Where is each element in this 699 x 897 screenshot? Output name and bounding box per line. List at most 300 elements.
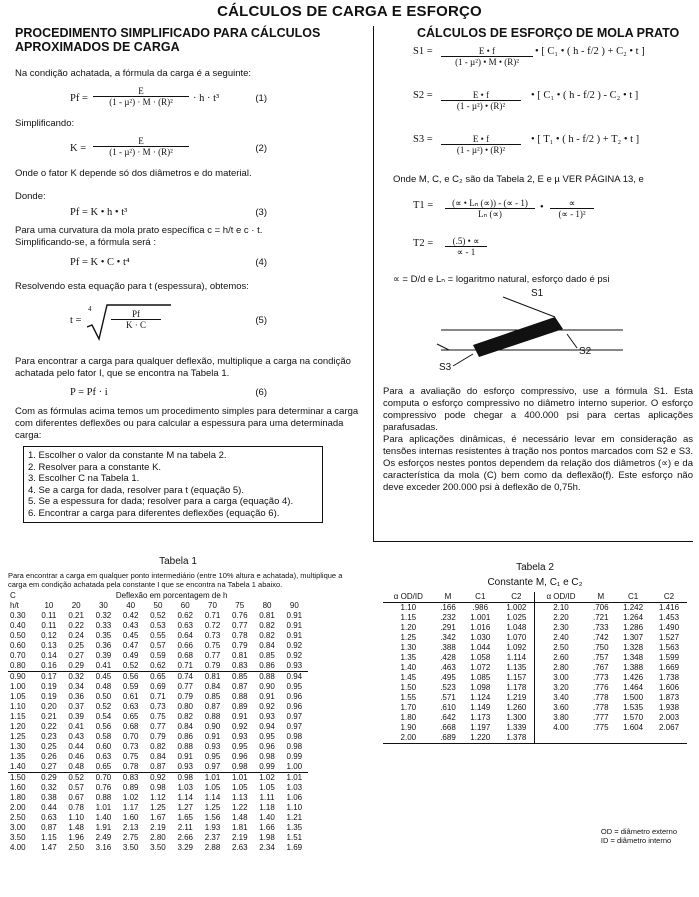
table-cell: 1.604: [623, 723, 644, 732]
table-cell: .668: [440, 723, 456, 732]
table-cell: 0.74: [172, 672, 199, 683]
table-cell: 1.348: [623, 653, 644, 662]
table-cell: 0.93: [259, 712, 275, 721]
table-cell: 1.14: [177, 793, 194, 802]
table-row: [8, 823, 308, 833]
table-cell: 0.27: [68, 651, 84, 660]
table1-title: Tabela 1: [159, 556, 197, 567]
table-cell: 0.33: [95, 621, 112, 630]
table-cell: 1.48: [231, 813, 248, 822]
table2-subtitle: Constante M, C₁ e C₂: [487, 577, 583, 588]
table-cell: 0.67: [68, 793, 84, 802]
table-row: [8, 621, 308, 631]
table-cell: 1.05: [204, 783, 221, 792]
table-cell: 0.78: [122, 762, 139, 771]
table-cell: 0.13: [41, 641, 57, 650]
table-cell: 1.12: [150, 793, 166, 802]
table-cell: 2.00: [10, 803, 26, 812]
table-cell: .767: [593, 663, 609, 672]
table-cell: 1.01: [226, 773, 253, 784]
table-cell: 0.92: [259, 702, 275, 711]
table-cell: 2.88: [204, 843, 221, 852]
table-cell: 0.93: [231, 732, 248, 741]
table-cell: 1.938: [659, 703, 680, 712]
table-cell: 1.15: [41, 833, 57, 842]
left-column: [15, 26, 365, 523]
table-cell: 1.738: [659, 673, 680, 682]
table-cell: 0.84: [204, 682, 221, 691]
fraction-numerator: E • f: [441, 90, 521, 101]
equation-2: [15, 134, 365, 164]
eq-lhs: S1 =: [413, 46, 433, 57]
table-cell: 0.95: [259, 732, 275, 741]
table-row: [8, 672, 308, 683]
table-cell: 2.10: [553, 603, 569, 612]
fraction-denominator: (1 - µ²) • M • (R)²: [455, 57, 519, 67]
table-cell: .778: [593, 693, 609, 702]
table-cell: 0.86: [177, 732, 194, 741]
table-cell: 0.84: [150, 752, 166, 761]
table-cell: 1.80: [400, 713, 417, 722]
equation-4: [15, 249, 365, 275]
table2-col-header: α OD/ID: [535, 592, 586, 603]
table-cell: 0.17: [35, 672, 62, 683]
eq-lhs: Pf =: [70, 93, 88, 104]
table-cell: .733: [593, 623, 609, 632]
table-cell: 2.13: [122, 823, 139, 832]
table-cell: 1.10: [68, 813, 84, 822]
table-cell: 0.58: [95, 732, 112, 741]
table-cell: 1.535: [623, 703, 644, 712]
table-cell: 1.67: [150, 813, 166, 822]
table-row: [8, 793, 308, 803]
table-cell: 0.41: [95, 661, 112, 670]
table-cell: 1.80: [10, 793, 26, 802]
table-cell: 1.50: [8, 773, 35, 784]
table-cell: 2.50: [553, 643, 569, 652]
table-cell: 3.40: [553, 693, 569, 702]
table-cell: 0.69: [150, 682, 166, 691]
table-cell: [651, 733, 687, 744]
table-cell: [586, 733, 615, 744]
table-cell: 0.65: [122, 712, 139, 721]
eq-lhs: T1 =: [413, 200, 434, 211]
table-cell: 0.98: [286, 732, 303, 741]
table-cell: 1.06: [286, 793, 303, 802]
table-cell: 0.25: [41, 742, 57, 751]
table-cell: 1.286: [623, 623, 644, 632]
table2-section: [383, 562, 687, 744]
table-cell: .523: [440, 683, 456, 692]
table-cell: .777: [593, 713, 609, 722]
table-cell: 0.75: [122, 752, 139, 761]
fraction-denominator: K · C: [126, 320, 146, 330]
table-cell: 1.11: [259, 793, 275, 802]
equation-5: [15, 297, 365, 347]
table-cell: 0.92: [286, 651, 303, 660]
table-cell: 1.300: [498, 713, 535, 723]
table-cell: 0.83: [117, 773, 144, 784]
label-s2: S2: [579, 346, 592, 357]
table-cell: 1.264: [623, 613, 644, 622]
table-cell: 0.76: [95, 783, 112, 792]
eq-tail: • [ C₁ • ( h - f/2 ) + C₂ • t ]: [535, 46, 645, 57]
table-cell: 1.072: [470, 663, 491, 672]
table-cell: .689: [434, 733, 463, 744]
table-cell: 0.71: [150, 692, 166, 701]
table-row: [383, 613, 687, 623]
table-cell: .610: [440, 703, 456, 712]
table-cell: 1.03: [286, 783, 303, 792]
fraction-numerator: E: [93, 86, 189, 97]
fraction-numerator: E: [93, 136, 189, 147]
table-cell: 0.91: [286, 631, 303, 640]
table-cell: 0.81: [231, 651, 248, 660]
table-cell: 1.220: [462, 733, 498, 744]
table-cell: .428: [440, 653, 456, 662]
table-cell: 1.149: [470, 703, 491, 712]
table-cell: 0.81: [199, 672, 226, 683]
table-cell: 0.42: [122, 611, 139, 620]
table-cell: 0.53: [150, 621, 166, 630]
table-cell: 0.91: [286, 621, 303, 630]
table-cell: [615, 733, 651, 744]
table-cell: 1.15: [10, 712, 26, 721]
table1-col-header: 40: [126, 601, 136, 610]
table2-col-header: C2: [498, 592, 535, 603]
table-cell: 3.00: [10, 823, 26, 832]
table2-col-header: C1: [462, 592, 498, 603]
table-cell: 0.48: [95, 682, 112, 691]
table1-col-header: 60: [180, 601, 190, 610]
table-cell: 0.90: [259, 682, 275, 691]
table-row: [383, 683, 687, 693]
table-row: [8, 742, 308, 752]
table1-c-label: C: [10, 591, 16, 600]
table-cell: 3.80: [553, 713, 569, 722]
table-cell: 0.14: [41, 651, 57, 660]
table-cell: 2.30: [553, 623, 569, 632]
table-cell: 0.56: [117, 672, 144, 683]
right-heading: CÁLCULOS DE ESFORÇO DE MOLA PRATO: [417, 26, 680, 40]
table-cell: 1.20: [10, 722, 26, 731]
table1-ht-label: h/t: [10, 601, 19, 610]
table-cell: 1.01: [199, 773, 226, 784]
eq-lhs: S3 =: [413, 134, 433, 145]
table-cell: .642: [440, 713, 456, 722]
table-cell: 0.92: [286, 641, 303, 650]
table-cell: 1.02: [253, 773, 280, 784]
table-cell: 1.048: [498, 623, 535, 633]
table-cell: 0.23: [41, 732, 57, 741]
table-cell: 0.80: [10, 661, 26, 670]
table-cell: 1.48: [68, 823, 84, 832]
table-cell: 0.39: [68, 712, 84, 721]
paragraph: Para encontrar a carga para qualquer deflexão, multiplique a carga na condição achatada pelo fator I, que se encontra na Tabela 1.: [15, 356, 351, 379]
table-cell: 0.91: [177, 752, 194, 761]
paragraph: Para uma curvatura da mola prato específica c = h/t e c · t.: [15, 225, 263, 236]
table-cell: 1.307: [623, 633, 644, 642]
table-cell: 1.40: [400, 663, 417, 672]
table-cell: 1.03: [177, 783, 194, 792]
table-cell: 1.05: [231, 783, 248, 792]
table-row: [383, 693, 687, 703]
table-cell: 0.19: [41, 682, 57, 691]
table-cell: 1.01: [281, 773, 308, 784]
table-cell: .291: [440, 623, 456, 632]
table-cell: 0.77: [150, 722, 166, 731]
table-row: [8, 813, 308, 823]
table-cell: 0.54: [95, 712, 112, 721]
table-cell: 0.95: [204, 752, 221, 761]
table-cell: 0.19: [41, 692, 57, 701]
table-cell: 1.40: [259, 813, 275, 822]
table-cell: 0.37: [68, 702, 84, 711]
table-cell: 0.63: [177, 621, 194, 630]
table-row: [383, 673, 687, 683]
table-cell: 0.92: [144, 773, 171, 784]
eq-fraction: [445, 198, 535, 219]
table-cell: 0.48: [68, 762, 84, 771]
table-row: [383, 603, 687, 614]
table-cell: 1.35: [400, 653, 417, 662]
table-cell: 0.73: [122, 742, 139, 751]
table-cell: 1.001: [470, 613, 491, 622]
paragraph: Para aplicações dinâmicas, é necessário levar em consideração as tensões internas resistentes à tração nos pontos marcados com S2 e S3. Os esforços nestes pontos dependem da relação dos diâmetros (∝) e da característica da mola (C) bem como da deflexão(f). Este esforço não deve exceder 200.000 psi à deflexão de 0,75h.: [383, 434, 693, 493]
steps-box: [23, 446, 323, 523]
table-cell: 0.16: [41, 661, 57, 670]
table-cell: 0.77: [204, 651, 221, 660]
table-cell: 0.45: [122, 631, 139, 640]
table-cell: 1.25: [150, 803, 166, 812]
fraction-numerator: E • f: [441, 46, 533, 57]
table-row: [383, 713, 687, 723]
table-cell: 0.30: [10, 611, 26, 620]
table-cell: 0.77: [177, 682, 194, 691]
table-cell: 0.85: [204, 692, 221, 701]
table-cell: 0.87: [204, 702, 221, 711]
table-row: [383, 643, 687, 653]
table2-col-header: C1: [615, 592, 651, 603]
table-cell: 0.82: [259, 621, 275, 630]
table-cell: 0.41: [68, 722, 84, 731]
fraction-numerator: (.5) • ∝: [445, 236, 487, 247]
table2-col-header: C2: [651, 592, 687, 603]
table-row: [8, 611, 308, 621]
label-s1: S1: [531, 288, 544, 299]
table-cell: 2.63: [231, 843, 248, 852]
table-cell: 2.66: [177, 833, 194, 842]
table1-col-header: 30: [98, 601, 108, 610]
equation-s2: [383, 88, 693, 120]
table-cell: 1.058: [470, 653, 491, 662]
table-cell: 2.067: [659, 723, 680, 732]
table-cell: 0.70: [10, 651, 26, 660]
table-cell: 0.32: [63, 672, 90, 683]
table-row: [8, 722, 308, 732]
table-cell: 0.50: [10, 631, 26, 640]
table-cell: 1.60: [122, 813, 139, 822]
table-cell: 1.135: [498, 663, 535, 673]
table-cell: 2.19: [150, 823, 166, 832]
table-cell: 0.90: [8, 672, 35, 683]
equation-s3: [383, 132, 693, 164]
table-cell: 0.96: [231, 752, 248, 761]
table-cell: 1.81: [231, 823, 248, 832]
table-cell: 1.14: [204, 793, 221, 802]
table-cell: 1.002: [498, 603, 535, 614]
table-cell: 1.10: [286, 803, 303, 812]
label-s3: S3: [439, 362, 452, 373]
table-cell: 0.91: [204, 732, 221, 741]
table-row: [8, 651, 308, 661]
table-cell: 1.464: [623, 683, 644, 692]
table-row: [383, 633, 687, 643]
table-row: [383, 653, 687, 663]
eq-number: (6): [255, 387, 267, 398]
eq-fraction: [441, 90, 521, 111]
table-cell: 3.50: [10, 833, 26, 842]
table-row: [8, 702, 308, 712]
table-row: [8, 712, 308, 722]
fraction-numerator: (∝ • Lₙ (∝)) - (∝ - 1): [445, 198, 535, 209]
table-cell: 0.11: [41, 611, 57, 620]
left-heading: PROCEDIMENTO SIMPLIFICADO PARA CÁLCULOS APROXIMADOS DE CARGA: [15, 26, 321, 54]
fraction-denominator: (1 - µ²) · M · (R)²: [109, 147, 173, 157]
table-cell: 1.260: [498, 703, 535, 713]
table1-col-header: 90: [289, 601, 299, 610]
table-cell: 1.563: [659, 643, 680, 652]
table-row: [8, 682, 308, 692]
table-cell: 1.378: [498, 733, 535, 744]
table-cell: 0.99: [286, 752, 303, 761]
step-item: 5. Se a espessura for dada; resolver para a carga (equação 4).: [28, 496, 294, 507]
table-cell: 0.61: [122, 692, 139, 701]
table-cell: .742: [593, 633, 609, 642]
table-cell: 0.94: [281, 672, 308, 683]
table-cell: 0.56: [95, 722, 112, 731]
table-cell: 0.55: [150, 631, 166, 640]
table-cell: 0.44: [68, 742, 84, 751]
table-cell: .232: [440, 613, 456, 622]
table-cell: 0.62: [177, 611, 194, 620]
table-row: [383, 663, 687, 673]
table-cell: 0.65: [95, 762, 112, 771]
table-cell: .750: [593, 643, 609, 652]
table-cell: 0.87: [41, 823, 57, 832]
table-row: [8, 641, 308, 651]
eq-number: (2): [255, 143, 267, 154]
table-cell: 1.30: [10, 742, 26, 751]
table-cell: 0.87: [150, 762, 166, 771]
eq-tail: • [ T₁ • ( h - f/2 ) + T₂ • t ]: [531, 134, 640, 145]
eq-number: (3): [255, 207, 267, 218]
table-cell: 0.92: [231, 722, 248, 731]
table-cell: 0.96: [286, 692, 303, 701]
table-cell: 0.45: [90, 672, 117, 683]
table-cell: 0.85: [259, 651, 275, 660]
equation-3: [15, 203, 365, 223]
table-cell: 1.56: [204, 813, 221, 822]
table-cell: 1.25: [204, 803, 221, 812]
table-cell: 0.57: [68, 783, 84, 792]
table-cell: 0.24: [68, 631, 84, 640]
table-cell: .773: [593, 673, 609, 682]
table-cell: 0.40: [10, 621, 26, 630]
table-cell: 3.50: [122, 843, 139, 852]
table-cell: 0.80: [177, 702, 194, 711]
table-cell: 0.88: [204, 712, 221, 721]
table-cell: .342: [440, 633, 456, 642]
table1-note: Para encontrar a carga em qualquer ponto intermediário (entre 10% altura e achatada), multiplique a carga em condição achatada pela constante I que se encontra na Tabela 1 abaixo.: [8, 571, 343, 589]
table-cell: 0.78: [68, 803, 84, 812]
table-cell: 2.80: [150, 833, 166, 842]
table-cell: 1.173: [470, 713, 491, 722]
step-item: 6. Encontrar a carga para diferentes deflexões (equação 6).: [28, 507, 280, 519]
table1-section: [8, 556, 348, 853]
eq-fraction: [441, 46, 533, 67]
table-cell: 1.025: [498, 613, 535, 623]
eq-fraction: [550, 198, 594, 219]
table-cell: 0.91: [231, 712, 248, 721]
table-cell: 1.69: [286, 843, 303, 852]
table-row: [8, 773, 308, 784]
table-cell: 0.36: [68, 692, 84, 701]
eq-lhs: S2 =: [413, 90, 433, 101]
column-divider: [373, 26, 374, 541]
table-cell: 0.82: [177, 712, 194, 721]
table-cell: 0.52: [95, 702, 112, 711]
table-row: [8, 762, 308, 773]
fraction-denominator: (1 - µ²) • (R)²: [456, 145, 506, 155]
table-cell: 1.70: [400, 703, 417, 712]
table-cell: 1.219: [498, 693, 535, 703]
table-cell: 0.32: [41, 783, 57, 792]
table-cell: 0.21: [41, 712, 57, 721]
table-cell: 1.40: [10, 762, 26, 771]
table-cell: 1.044: [470, 643, 491, 652]
table-cell: 0.77: [231, 621, 248, 630]
table-cell: 0.73: [204, 631, 221, 640]
right-column: [383, 26, 693, 494]
table-cell: 0.88: [95, 793, 112, 802]
table1-col-header: 10: [44, 601, 54, 610]
table2: [383, 592, 687, 744]
table-cell: 4.00: [10, 843, 26, 852]
table-cell: 0.84: [259, 641, 275, 650]
table-cell: 0.35: [95, 631, 112, 640]
table2-col-header: M: [586, 592, 615, 603]
section-divider: [373, 541, 693, 542]
table-cell: 0.26: [41, 752, 57, 761]
eq-text: P = Pf · i: [70, 387, 108, 398]
legend-od: OD = diâmetro externo: [600, 827, 677, 836]
equation-t2: [383, 234, 693, 266]
table-cell: 0.34: [68, 682, 84, 691]
table1-col-header: 75: [235, 601, 245, 610]
table-row: [8, 783, 308, 793]
table-cell: 0.95: [286, 682, 303, 691]
table-cell: 0.81: [259, 611, 275, 620]
table-cell: 1.124: [470, 693, 491, 702]
table-cell: 0.96: [286, 702, 303, 711]
table-cell: 0.70: [122, 732, 139, 741]
table-cell: 0.71: [177, 661, 194, 670]
eq-fraction: [93, 86, 189, 107]
table-row: [8, 732, 308, 742]
table-row: [383, 733, 687, 744]
eq-number: (5): [255, 315, 267, 326]
